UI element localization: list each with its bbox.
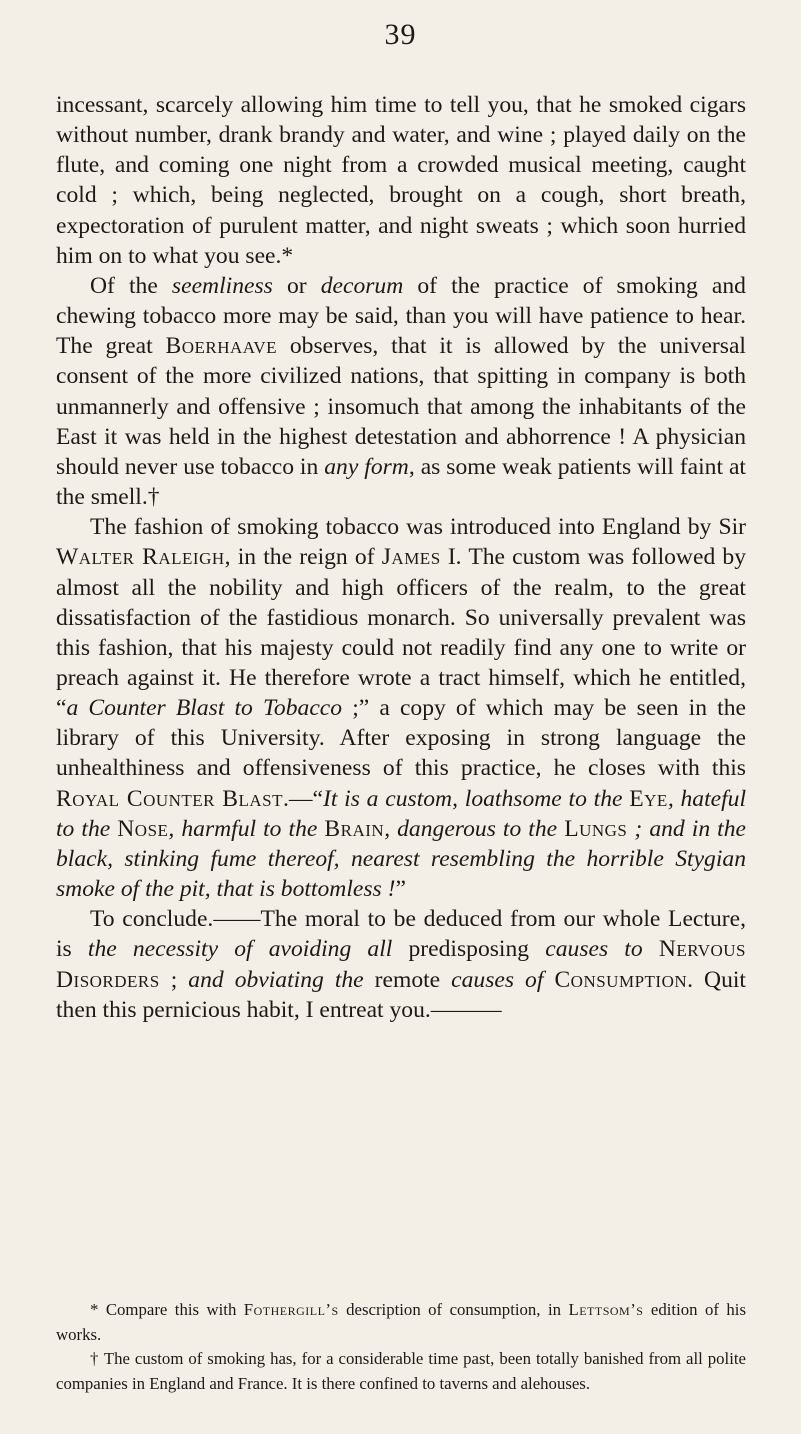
- paragraph-3: The fashion of smoking tobacco was introduced into England by Sir Walter Raleigh, in the reign of James I. The custom was followed by almost all the nobility and high officers of the realm, to the great dissatisfaction of the fastidious monarch. So universally prevalent was this fashion, that his majesty could not readily find any one to write or preach against it. He therefore wrote a tract himself, which he entitled, “a Counter Blast to Tobacco ;” a copy of which may be seen in the library of this University. After exposing in strong language the unhealthiness and offensiveness of this practice, he closes with this Royal Counter Blast.—“It is a custom, loathsome to the Eye, hateful to the Nose, harmful to the Brain, dangerous to the Lungs ; and in the black, stinking fume thereof, nearest resembling the horrible Stygian smoke of the pit, that is bottomless !”: [56, 514, 747, 903]
- paragraph-1: incessant, scarcely allowing him time to tell you, that he smoked cigars without number, drank brandy and water, and wine ; played daily on the flute, and coming one night from a crowded musical meeting, caught cold ; which, being neglected, brought on a cough, short breath, expectoration of purulent matter, and night sweats ; which soon hurried him on to what you see.*: [56, 92, 746, 269]
- name-walter-raleigh: Walter Raleigh: [56, 544, 225, 571]
- name-james: James: [381, 544, 441, 571]
- footnote-2: † The custom of smoking has, for a considerable time past, been totally banished from all polite companies in England and France. It is there confined to taverns and alehouses.: [56, 1349, 746, 1393]
- footnotes: [56, 1298, 746, 1396]
- paragraph-2: Of the seemliness or decorum of the practice of smoking and chewing tobacco more may be said, than you will have patience to hear. The great Boerhaave observes, that it is allowed by the universal consent of the more civilized nations, that spitting in company is both unmannerly and offensive ; insomuch that among the inhabitants of the East it was held in the highest detestation and abhorrence ! A physician should never use tobacco in any form, as some weak patients will faint at the smell.†: [56, 272, 746, 511]
- footnote-1: * Compare this with Fothergill’s description of consumption, in Lettsom’s edition of his works.: [56, 1300, 746, 1344]
- main-text: [56, 90, 746, 1025]
- tract-title: a Counter Blast to Tobacco: [66, 695, 343, 722]
- paragraph-4: To conclude.——The moral to be deduced from our whole Lecture, is the necessity of avoiding all predisposing causes to Nervous Disorders ; and obviating the remote causes of Consumption. Quit then this pernicious habit, I entreat you.———: [56, 906, 747, 1023]
- page-number: 39: [384, 18, 417, 51]
- name-boerhaave: Boerhaave: [165, 333, 278, 360]
